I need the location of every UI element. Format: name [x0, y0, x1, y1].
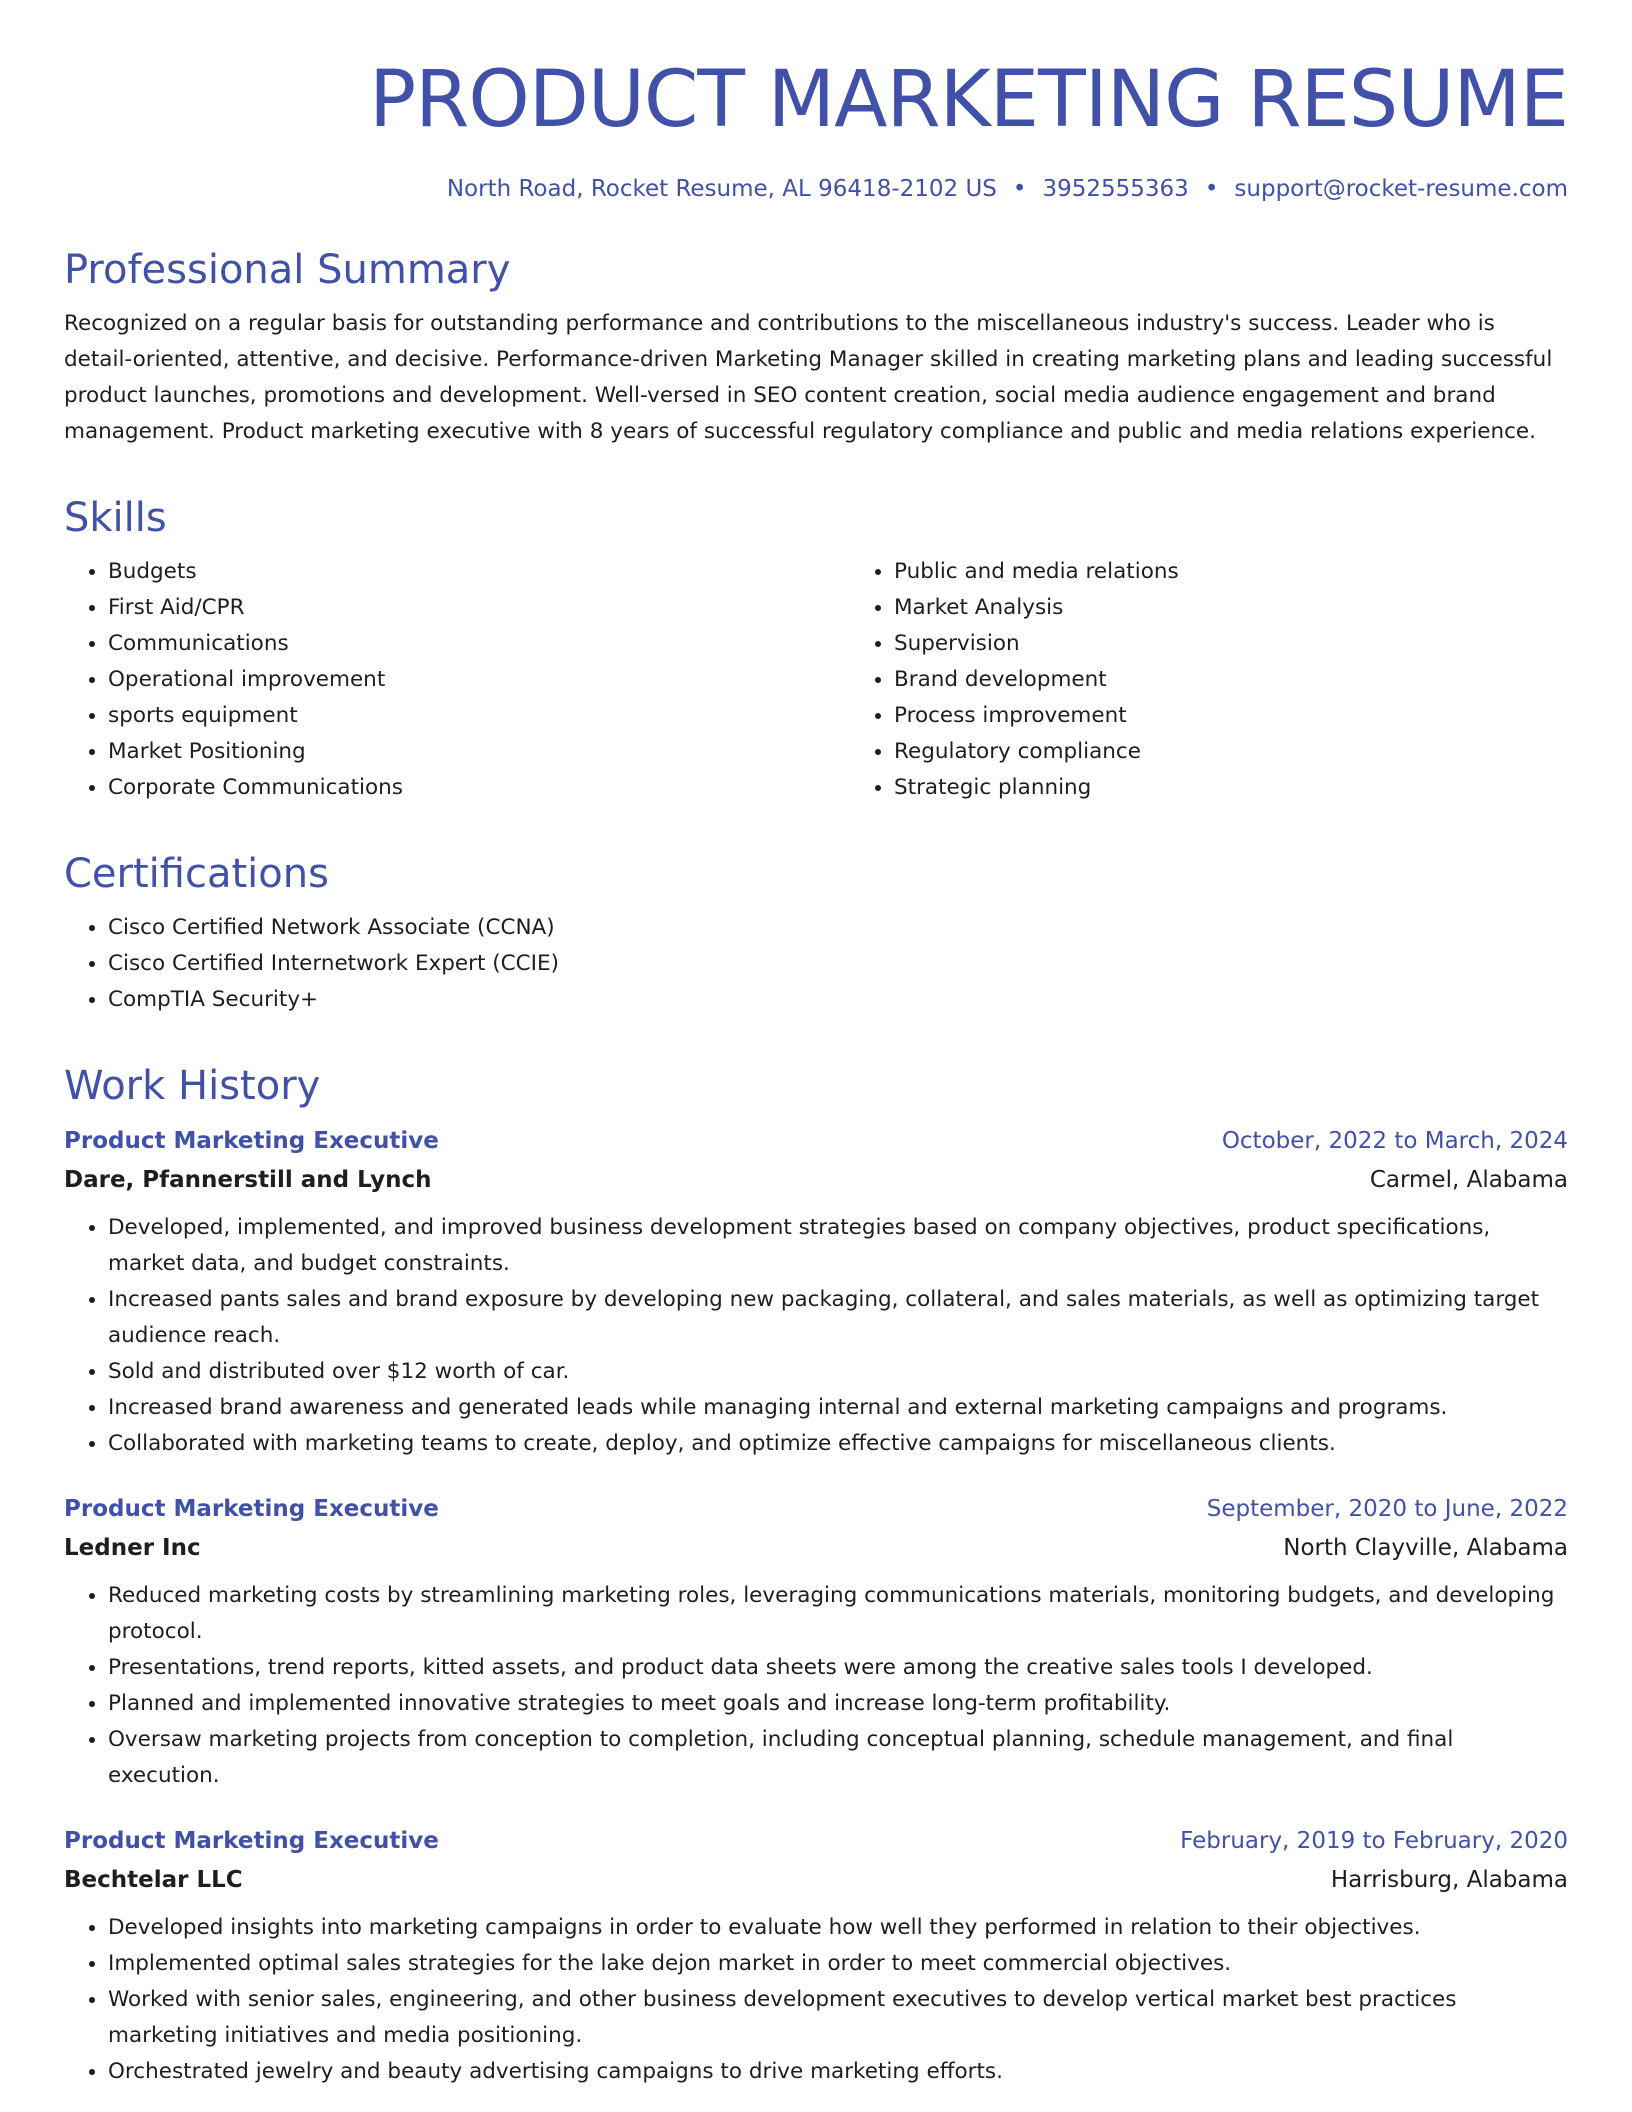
job-bullet: • Developed insights into marketing campaigns in order to evaluate how well they performed in relation to their objectives.: [108, 1910, 1568, 1946]
contact-line: [64, 176, 1568, 202]
contact-separator: •: [1204, 176, 1219, 202]
job-bullet: • Presentations, trend reports, kitted assets, and product data sheets were among the creative sales tools I developed.: [108, 1650, 1568, 1686]
contact-phone: 3952555363: [1042, 176, 1189, 202]
certification-item: • Cisco Certified Network Associate (CCNA): [108, 910, 1568, 946]
job-dates: September, 2020 to June, 2022: [1206, 1496, 1568, 1522]
job-bullet: • Collaborated with marketing teams to create, deploy, and optimize effective campaigns for miscellaneous clients.: [108, 1426, 1568, 1462]
skill-item: • Process improvement: [894, 698, 1568, 734]
skills-heading: Skills: [64, 495, 167, 541]
job-bullets: [64, 1210, 1568, 1462]
company-name: Bechtelar LLC: [64, 1867, 243, 1893]
job-dates: October, 2022 to March, 2024: [1221, 1128, 1568, 1154]
job-bullet: • Increased brand awareness and generated leads while managing internal and external marketing campaigns and programs.: [108, 1390, 1568, 1426]
skill-item: • Supervision: [894, 626, 1568, 662]
skill-item: • Communications: [108, 626, 850, 662]
skill-item: • Budgets: [108, 554, 850, 590]
company-name: Ledner Inc: [64, 1535, 201, 1561]
job-header: [64, 1822, 1568, 1860]
job-subheader: [64, 1860, 1568, 1900]
job-title: Product Marketing Executive: [64, 1128, 439, 1154]
job-subheader: [64, 1528, 1568, 1568]
job-title: Product Marketing Executive: [64, 1828, 439, 1854]
skill-item: • Operational improvement: [108, 662, 850, 698]
certification-item: • CompTIA Security+: [108, 982, 1568, 1018]
job-entry: [64, 1490, 1568, 1794]
summary-text: Recognized on a regular basis for outstanding performance and contributions to the miscellaneous industry's success. Leader who is detail-oriented, attentive, and decisive. Performance-driven Marketing Manager skilled in creating marketing plans and leading successful product launches, promotions and development. Well-versed in SEO content creation, social media audience engagement and brand management. Product marketing executive with 8 years of successful regulatory compliance and public and media relations experience.: [64, 311, 1553, 444]
job-header: [64, 1122, 1568, 1160]
job-bullet: • Planned and implemented innovative strategies to meet goals and increase long-term profitability.: [108, 1686, 1568, 1722]
skill-item: • Market Positioning: [108, 734, 850, 770]
job-bullet: • Increased pants sales and brand exposure by developing new packaging, collateral, and sales materials, as well as optimizing target audience reach.: [108, 1282, 1568, 1354]
certifications-heading: Certifications: [64, 851, 329, 897]
job-location: Carmel, Alabama: [1369, 1167, 1568, 1193]
work-history-heading: Work History: [64, 1063, 321, 1109]
job-title: Product Marketing Executive: [64, 1496, 439, 1522]
job-subheader: [64, 1160, 1568, 1200]
skill-item: • Market Analysis: [894, 590, 1568, 626]
job-header: [64, 1490, 1568, 1528]
job-location: North Clayville, Alabama: [1283, 1535, 1568, 1561]
job-bullet: • Implemented optimal sales strategies for the lake dejon market in order to meet commercial objectives.: [108, 1946, 1568, 1982]
job-bullet: • Oversaw marketing projects from conception to completion, including conceptual planning, schedule management, and final execution.: [108, 1722, 1568, 1794]
job-entry: [64, 1822, 1568, 2090]
job-bullet: • Reduced marketing costs by streamlining marketing roles, leveraging communications materials, monitoring budgets, and developing protocol.: [108, 1578, 1568, 1650]
contact-address: North Road, Rocket Resume, AL 96418-2102 US: [446, 176, 997, 202]
skills-columns: [64, 554, 1568, 806]
job-bullets: [64, 1910, 1568, 2090]
job-entry: [64, 1122, 1568, 1462]
skill-item: • Corporate Communications: [108, 770, 850, 806]
skill-item: • sports equipment: [108, 698, 850, 734]
job-dates: February, 2019 to February, 2020: [1180, 1828, 1568, 1854]
skill-item: • Public and media relations: [894, 554, 1568, 590]
skill-item: • First Aid/CPR: [108, 590, 850, 626]
job-location: Harrisburg, Alabama: [1330, 1867, 1568, 1893]
summary-heading: Professional Summary: [64, 247, 511, 293]
contact-email[interactable]: support@rocket-resume.com: [1234, 176, 1568, 202]
skill-item: • Brand development: [894, 662, 1568, 698]
resume-title: PRODUCT MARKETING RESUME: [369, 55, 1568, 145]
skills-list-right: [850, 554, 1568, 806]
certifications-list: [64, 910, 1568, 1018]
skills-list-left: [64, 554, 850, 806]
skill-item: • Regulatory compliance: [894, 734, 1568, 770]
job-bullet: • Orchestrated jewelry and beauty advertising campaigns to drive marketing efforts.: [108, 2054, 1568, 2090]
contact-separator: •: [1012, 176, 1027, 202]
job-bullet: • Sold and distributed over $12 worth of car.: [108, 1354, 1568, 1390]
job-bullet: • Worked with senior sales, engineering, and other business development executives to develop vertical market best practices marketing initiatives and media positioning.: [108, 1982, 1568, 2054]
job-bullet: • Developed, implemented, and improved business development strategies based on company objectives, product specifications, market data, and budget constraints.: [108, 1210, 1568, 1282]
company-name: Dare, Pfannerstill and Lynch: [64, 1167, 432, 1193]
skill-item: • Strategic planning: [894, 770, 1568, 806]
job-bullets: [64, 1578, 1568, 1794]
certification-item: • Cisco Certified Internetwork Expert (CCIE): [108, 946, 1568, 982]
